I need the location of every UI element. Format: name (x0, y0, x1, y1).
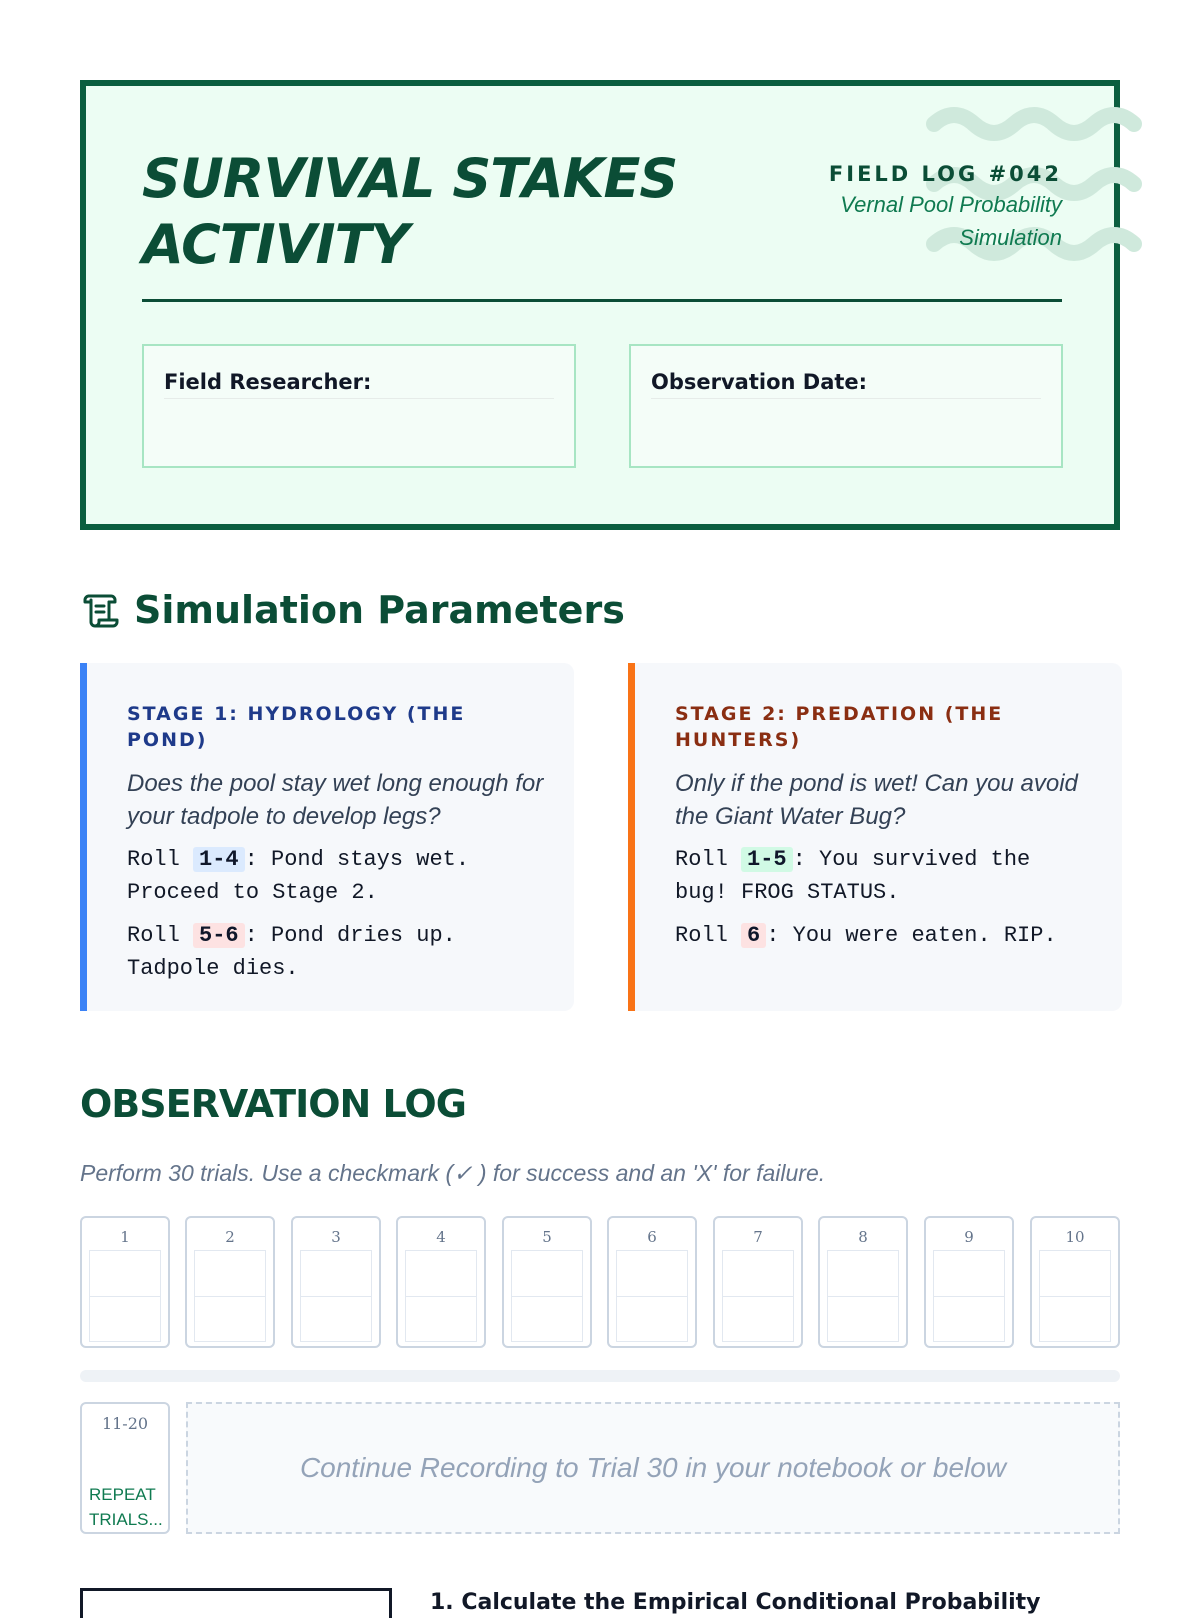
trial-row-divider (80, 1370, 1120, 1382)
trial-box[interactable] (80, 1216, 170, 1348)
stage2-roll-1 (675, 843, 1092, 909)
roll-range-chip: 1-4 (193, 847, 245, 872)
roll-outcome: : Pond stays wet. Proceed to Stage 2. (127, 847, 470, 905)
stage2-card (628, 663, 1122, 1011)
repeat-trials-box[interactable] (80, 1402, 170, 1534)
trial-number: 7 (753, 1228, 763, 1246)
stage2-question: Only if the pond is wet! Can you avoid the Giant Water Bug? (675, 770, 1078, 830)
roll-prefix: Roll (127, 923, 194, 948)
roll-range-chip: 1-5 (741, 847, 793, 872)
trial-box[interactable] (818, 1216, 908, 1348)
trial-number: 2 (225, 1228, 235, 1246)
trial-slot[interactable] (616, 1250, 688, 1342)
trial-box[interactable] (1030, 1216, 1120, 1348)
roll-outcome: : Pond dries up. Tadpole dies. (127, 923, 456, 981)
stage2-title: STAGE 2: PREDATION (THE HUNTERS) (675, 703, 1004, 751)
trial-box[interactable] (713, 1216, 803, 1348)
roll-prefix: Roll (127, 847, 194, 872)
stage1-question: Does the pool stay wet long enough for your tadpole to develop legs? (127, 770, 544, 830)
trial-number: 8 (858, 1228, 868, 1246)
observation-log-title: OBSERVATION LOG (80, 1082, 466, 1126)
trial-box[interactable] (396, 1216, 486, 1348)
trial-slot[interactable] (194, 1250, 266, 1342)
trial-box[interactable] (291, 1216, 381, 1348)
trial-number: 6 (647, 1228, 657, 1246)
observation-date-field[interactable] (629, 344, 1063, 468)
roll-outcome: : You were eaten. RIP. (766, 923, 1057, 948)
trial-slot[interactable] (1039, 1250, 1111, 1342)
trial-box[interactable] (502, 1216, 592, 1348)
answer-box[interactable] (80, 1588, 392, 1618)
trial-number: 10 (1065, 1228, 1085, 1246)
header-card (80, 80, 1120, 530)
trial-number: 9 (964, 1228, 974, 1246)
field-log-number: FIELD LOG #042 (828, 162, 1062, 186)
trial-slot[interactable] (722, 1250, 794, 1342)
trial-slot[interactable] (89, 1250, 161, 1342)
trial-box[interactable] (924, 1216, 1014, 1348)
scroll-icon (80, 590, 120, 630)
stage1-title: STAGE 1: HYDROLOGY (THE POND) (127, 703, 466, 751)
trial-number: 4 (436, 1228, 446, 1246)
continue-recording-area[interactable] (186, 1402, 1120, 1534)
observation-instructions: Perform 30 trials. Use a checkmark (✓ ) for success and an 'X' for failure. (80, 1160, 826, 1186)
trial-slot[interactable] (933, 1250, 1005, 1342)
repeat-trials-range: 11-20 (101, 1414, 149, 1433)
repeat-trials-label: REPEAT TRIALS... (89, 1485, 163, 1529)
roll-range-chip: 5-6 (193, 923, 245, 948)
parameters-heading (80, 585, 625, 635)
trial-number: 5 (542, 1228, 552, 1246)
parameters-title: Simulation Parameters (134, 588, 625, 632)
roll-prefix: Roll (675, 923, 742, 948)
roll-outcome: : You survived the bug! FROG STATUS. (675, 847, 1031, 905)
trial-number: 3 (331, 1228, 341, 1246)
researcher-field[interactable] (142, 344, 576, 468)
log-meta (762, 162, 1062, 254)
stage2-roll-2 (675, 919, 1092, 952)
trial-slot[interactable] (405, 1250, 477, 1342)
trial-slot[interactable] (300, 1250, 372, 1342)
trial-slot[interactable] (511, 1250, 583, 1342)
roll-prefix: Roll (675, 847, 742, 872)
stage1-roll-1 (127, 843, 544, 909)
continue-recording-text: Continue Recording to Trial 30 in your notebook or below (299, 1452, 1007, 1483)
calculation-step: 1. Calculate the Empirical Conditional Probability (430, 1590, 1041, 1615)
trial-number: 1 (120, 1228, 130, 1246)
observation-date-label: Observation Date: (651, 370, 1041, 399)
trial-slot[interactable] (827, 1250, 899, 1342)
trial-box[interactable] (185, 1216, 275, 1348)
trial-row (80, 1216, 1120, 1350)
researcher-field-label: Field Researcher: (164, 370, 554, 399)
stage1-card (80, 663, 574, 1011)
log-subtitle: Vernal Pool Probability Simulation (840, 192, 1062, 250)
header-divider (142, 299, 1062, 302)
roll-range-chip: 6 (741, 923, 766, 948)
page-title: SURVIVAL STAKES ACTIVITY (142, 147, 678, 276)
trial-box[interactable] (607, 1216, 697, 1348)
stage1-roll-2 (127, 919, 544, 985)
